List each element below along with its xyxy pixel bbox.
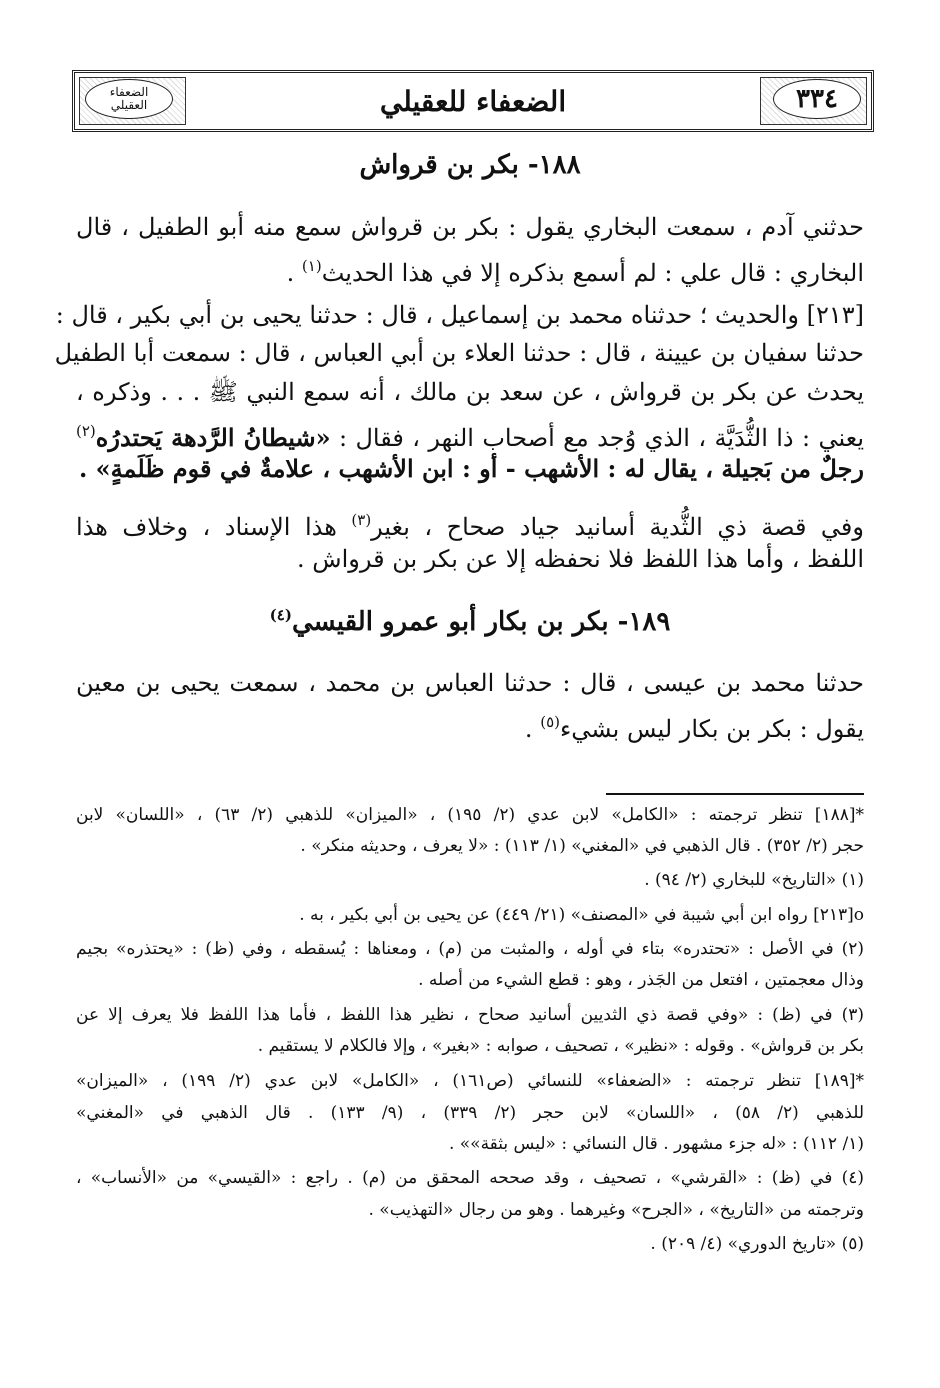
footnote-line: (٣) في (ظ) : «وفي قصة ذي الثديين أسانيد صحاح ، نظير هذا اللفظ ، فأما هذا اللفظ فلا يعرف إلا عن [76, 1005, 864, 1025]
footnote-line: (٥) «تاريخ الدوري» (٤/ ٢٠٩) . [650, 1234, 864, 1254]
text-line: حدثني آدم ، سمعت البخاري يقول : بكر بن قرواش سمع منه أبو الطفيل ، قال [76, 213, 864, 241]
text-line: يقول : بكر بن بكار ليس بشيء$^{(٥)}$ . [524, 713, 864, 743]
footnote-ref: (٣) [351, 511, 372, 529]
entry-title-189: ١٨٩- بكر بن بكار أبو عمرو القيسي$^{(٤)}$ [269, 606, 671, 637]
footnote-line: (١/ ١١٢) : «له جزء مشهور . قال النسائي : «ليس بثقة»» . [448, 1134, 864, 1154]
book-logo-emblem [85, 79, 173, 119]
footnote-line: للذهبي (٢/ ٥٨) ، «اللسان» لابن حجر (٢/ ٣٣٩) ، (٩/ ١٣٣) . قال الذهبي في «المغني» [76, 1103, 865, 1123]
footnote-line: حجر (٢/ ٣٥٢) . قال الذهبي في «المغني» (١/ ١١٣) : «لا يعرف ، وحديثه منكر» . [300, 836, 864, 856]
entry-title-188: ١٨٨- بكر بن قرواش [359, 150, 581, 180]
logo-line-2: العقيلي [110, 98, 148, 112]
running-title: الضعفاء للعقيلي [379, 85, 567, 118]
footnote-line: وترجمته من «التاريخ» ، «الجرح» وغيرهما . وهو من رجال «التهذيب» . [368, 1200, 864, 1220]
footnote-ref: (٢) [76, 422, 96, 440]
text-line: البخاري : قال علي : لم أسمع بذكره إلا في هذا الحديث$^{(١)}$ . [286, 257, 864, 287]
logo-line-1: الضعفاء [109, 85, 149, 99]
footnote-ref: (١) [301, 257, 322, 275]
footnote-divider [606, 793, 864, 795]
header-title-band [185, 77, 761, 125]
page-header [72, 70, 874, 132]
footnote-line: o[٢١٣] رواه ابن أبي شيبة في «المصنف» (٢١/ ٤٤٩) عن يحيى بن أبي بكير ، به . [299, 905, 864, 925]
footnote-line: (٢) في الأصل : «تحتدره» بتاء في أوله ، والمثبت من (م) ، ومعناها : يُسقطه ، وفي (ظ) : «يحتذره» بجيم [76, 939, 864, 959]
footnote-line: *[١٨٨] تنظر ترجمته : «الكامل» لابن عدي (٢/ ١٩٥) ، «الميزان» للذهبي (٢/ ٦٣) ، «اللسان» لابن [76, 805, 864, 825]
footnote-line: وذال معجمتين ، افتعل من الجَذر ، وهو : قطع الشيء من أصله . [418, 970, 864, 990]
hadith-line: حدثنا سفيان بن عيينة ، قال : حدثنا العلاء بن أبي العباس ، قال : سمعت أبا الطفيل [54, 339, 864, 367]
footnote-line: (٤) في (ظ) : «القرشي» ، تصحيف ، وقد صححه المحقق من (م) . راجع : «القيسي» من «الأنساب» ، [76, 1168, 865, 1188]
footnote-line: *[١٨٩] تنظر ترجمته : «الضعفاء» للنسائي (ص١٦١) ، «الكامل» لابن عدي (٢/ ١٩٩) ، «الميزان» [76, 1071, 864, 1091]
footnote-line: (١) «التاريخ» للبخاري (٢/ ٩٤) . [644, 870, 864, 890]
footnote-ref: (٥) [540, 713, 560, 731]
hadith-line: يعني : ذا الثُّدَيَّة ، الذي وُجد مع أصحاب النهر ، فقال : «شيطانُ الرَّدهة يَحتدرُه$^{(٢)}$ [76, 422, 864, 452]
footnote-line: بكر بن قرواش» . وقوله : «نظير» ، تصحيف ، صوابه : «بغير» ، وإلا فالكلام لا يستقيم . [257, 1036, 864, 1056]
hadith-line: [٢١٣] والحديث ؛ حدثناه محمد بن إسماعيل ، قال : حدثنا يحيى بن أبي بكير ، قال : [55, 301, 864, 329]
page-number: ٣٣٤ [773, 79, 861, 119]
hadith-line: يحدث عن بكر بن قرواش ، عن سعد بن مالك ، أنه سمع النبي ﷺ . . . وذكره ، [76, 378, 864, 406]
footnote-ref: (٤) [269, 606, 292, 624]
text-line: حدثنا محمد بن عيسى ، قال : حدثنا العباس بن محمد ، سمعت يحيى بن معين [76, 669, 864, 697]
text-line: اللفظ ، وأما هذا اللفظ فلا نحفظه إلا عن بكر بن قرواش . [297, 545, 864, 573]
hadith-line: رجلٌ من بَجيلة ، يقال له : الأشهب - أو : ابن الأشهب ، علامةٌ في قوم ظَلَمةٍ» . [78, 454, 864, 483]
text-line: وفي قصة ذي الثُّدية أسانيد جياد صحاح ، بغير$^{(٣)}$ هذا الإسناد ، وخلاف هذا [76, 511, 864, 541]
